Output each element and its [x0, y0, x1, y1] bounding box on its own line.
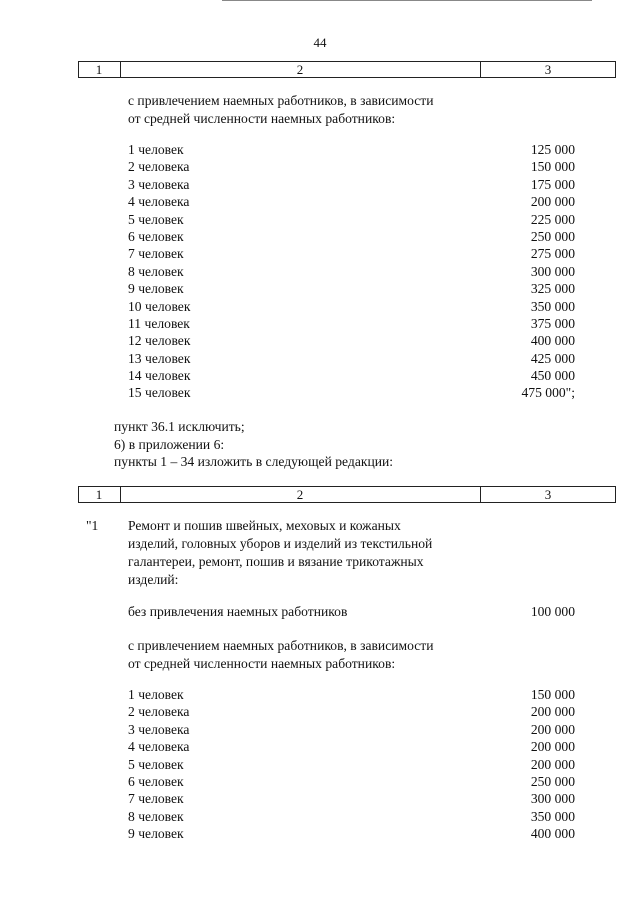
- column-3-header: 3: [544, 487, 552, 502]
- table-row: [128, 263, 575, 280]
- row-value: 425 000: [530, 350, 575, 366]
- row-label: 8 человек: [128, 808, 184, 824]
- row-label: 7 человек: [128, 246, 184, 262]
- table-row: [128, 211, 575, 228]
- row-value: 250 000: [530, 773, 575, 789]
- row-value: 200 000: [530, 721, 575, 737]
- row-value: 250 000: [530, 228, 575, 244]
- row-label: 2 человека: [128, 159, 190, 175]
- table-row: [128, 298, 575, 315]
- column-3-header: 3: [544, 62, 552, 77]
- table-row: [128, 315, 575, 332]
- table-row: [128, 738, 575, 755]
- row-value: 350 000: [530, 808, 575, 824]
- amendment-line1: пункт 36.1 исключить;: [114, 419, 245, 434]
- row-label: 1 человек: [128, 142, 184, 157]
- table-row: [128, 245, 575, 262]
- row-value: 100 000: [530, 604, 575, 619]
- row-label: 8 человек: [128, 263, 184, 279]
- table-row: [128, 773, 575, 790]
- table-row: [128, 280, 575, 297]
- row-label: 4 человека: [128, 194, 190, 210]
- row-label: 6 человек: [128, 773, 184, 789]
- table-row: [128, 228, 575, 245]
- row-value: 325 000: [530, 281, 575, 297]
- table-row: [128, 808, 575, 825]
- table-row: [128, 176, 575, 193]
- table-row: [128, 703, 575, 720]
- item-description-line2: изделий, головных уборов и изделий из текстильной: [128, 536, 433, 551]
- table-row: [128, 686, 575, 703]
- row-label: 14 человек: [128, 368, 191, 384]
- row-label: 7 человек: [128, 791, 184, 807]
- table-header-1: [78, 61, 616, 78]
- row-label: 9 человек: [128, 826, 184, 842]
- row-label: 11 человек: [128, 315, 190, 331]
- row-value: 125 000: [530, 142, 575, 157]
- table-row: [128, 384, 575, 401]
- row-label: 9 человек: [128, 281, 184, 297]
- row-label: 6 человек: [128, 228, 184, 244]
- row-value: 275 000: [530, 246, 575, 262]
- row-label: 12 человек: [128, 333, 191, 349]
- row-label: 3 человека: [128, 721, 190, 737]
- row-value: 150 000: [530, 687, 575, 702]
- row-value: 300 000: [530, 263, 575, 279]
- row-value: 375 000: [530, 315, 575, 331]
- row-value: 475 000";: [521, 385, 575, 401]
- column-2-header: 2: [296, 487, 304, 502]
- row-value: 200 000: [530, 704, 575, 720]
- table-row: [128, 141, 575, 158]
- item-description-line4: изделий:: [128, 572, 179, 587]
- row-value: 450 000: [530, 368, 575, 384]
- amendment-line2: 6) в приложении 6:: [114, 436, 225, 452]
- section2-rows: [128, 686, 575, 843]
- section1-intro-line1: с привлечением наемных работников, в зависимости: [128, 93, 434, 108]
- section2-intro-line2: от средней численности наемных работников:: [128, 656, 396, 671]
- row-value: 350 000: [530, 298, 575, 314]
- section1-intro-line2: от средней численности наемных работников:: [128, 110, 396, 126]
- table-row: [128, 825, 575, 842]
- row-value: 225 000: [530, 211, 575, 227]
- item-description-line1: Ремонт и пошив швейных, меховых и кожаных: [128, 518, 401, 533]
- column-2-header: 2: [296, 62, 304, 77]
- column-1-header: 1: [95, 487, 103, 502]
- item-description-line3: галантереи, ремонт, пошив и вязание трикотажных: [128, 554, 424, 569]
- row-value: 300 000: [530, 791, 575, 807]
- section2-intro-line1: с привлечением наемных работников, в зависимости: [128, 638, 434, 653]
- top-rule: [222, 0, 592, 1]
- table-header-2: [78, 486, 616, 503]
- row-label: 5 человек: [128, 211, 184, 227]
- row-label: 4 человека: [128, 739, 190, 755]
- column-1-header: 1: [95, 62, 103, 77]
- table-row: [128, 790, 575, 807]
- row-value: 150 000: [530, 159, 575, 175]
- row-label: 3 человека: [128, 176, 190, 192]
- item-number: "1: [86, 518, 99, 533]
- row-label: 5 человек: [128, 756, 184, 772]
- table-row: [128, 193, 575, 210]
- table-row: [128, 350, 575, 367]
- row-value: 200 000: [530, 739, 575, 755]
- row-label: 13 человек: [128, 350, 191, 366]
- row-label: 10 человек: [128, 298, 191, 314]
- row-value: 200 000: [530, 194, 575, 210]
- table-row: [128, 756, 575, 773]
- row-label: 2 человека: [128, 704, 190, 720]
- row-value: 400 000: [530, 826, 575, 842]
- row-value: 400 000: [530, 333, 575, 349]
- no-hire-row: [128, 603, 575, 620]
- table-row: [128, 332, 575, 349]
- section1-rows: [128, 141, 575, 402]
- table-row: [128, 603, 575, 620]
- row-label: без привлечения наемных работников: [128, 604, 348, 619]
- row-value: 175 000: [530, 176, 575, 192]
- page-number: 44: [313, 35, 327, 50]
- table-row: [128, 367, 575, 384]
- table-row: [128, 158, 575, 175]
- row-label: 1 человек: [128, 687, 184, 702]
- table-row: [128, 721, 575, 738]
- row-label: 15 человек: [128, 385, 191, 401]
- row-value: 200 000: [530, 756, 575, 772]
- amendment-line3: пункты 1 – 34 изложить в следующей редакции:: [114, 454, 394, 469]
